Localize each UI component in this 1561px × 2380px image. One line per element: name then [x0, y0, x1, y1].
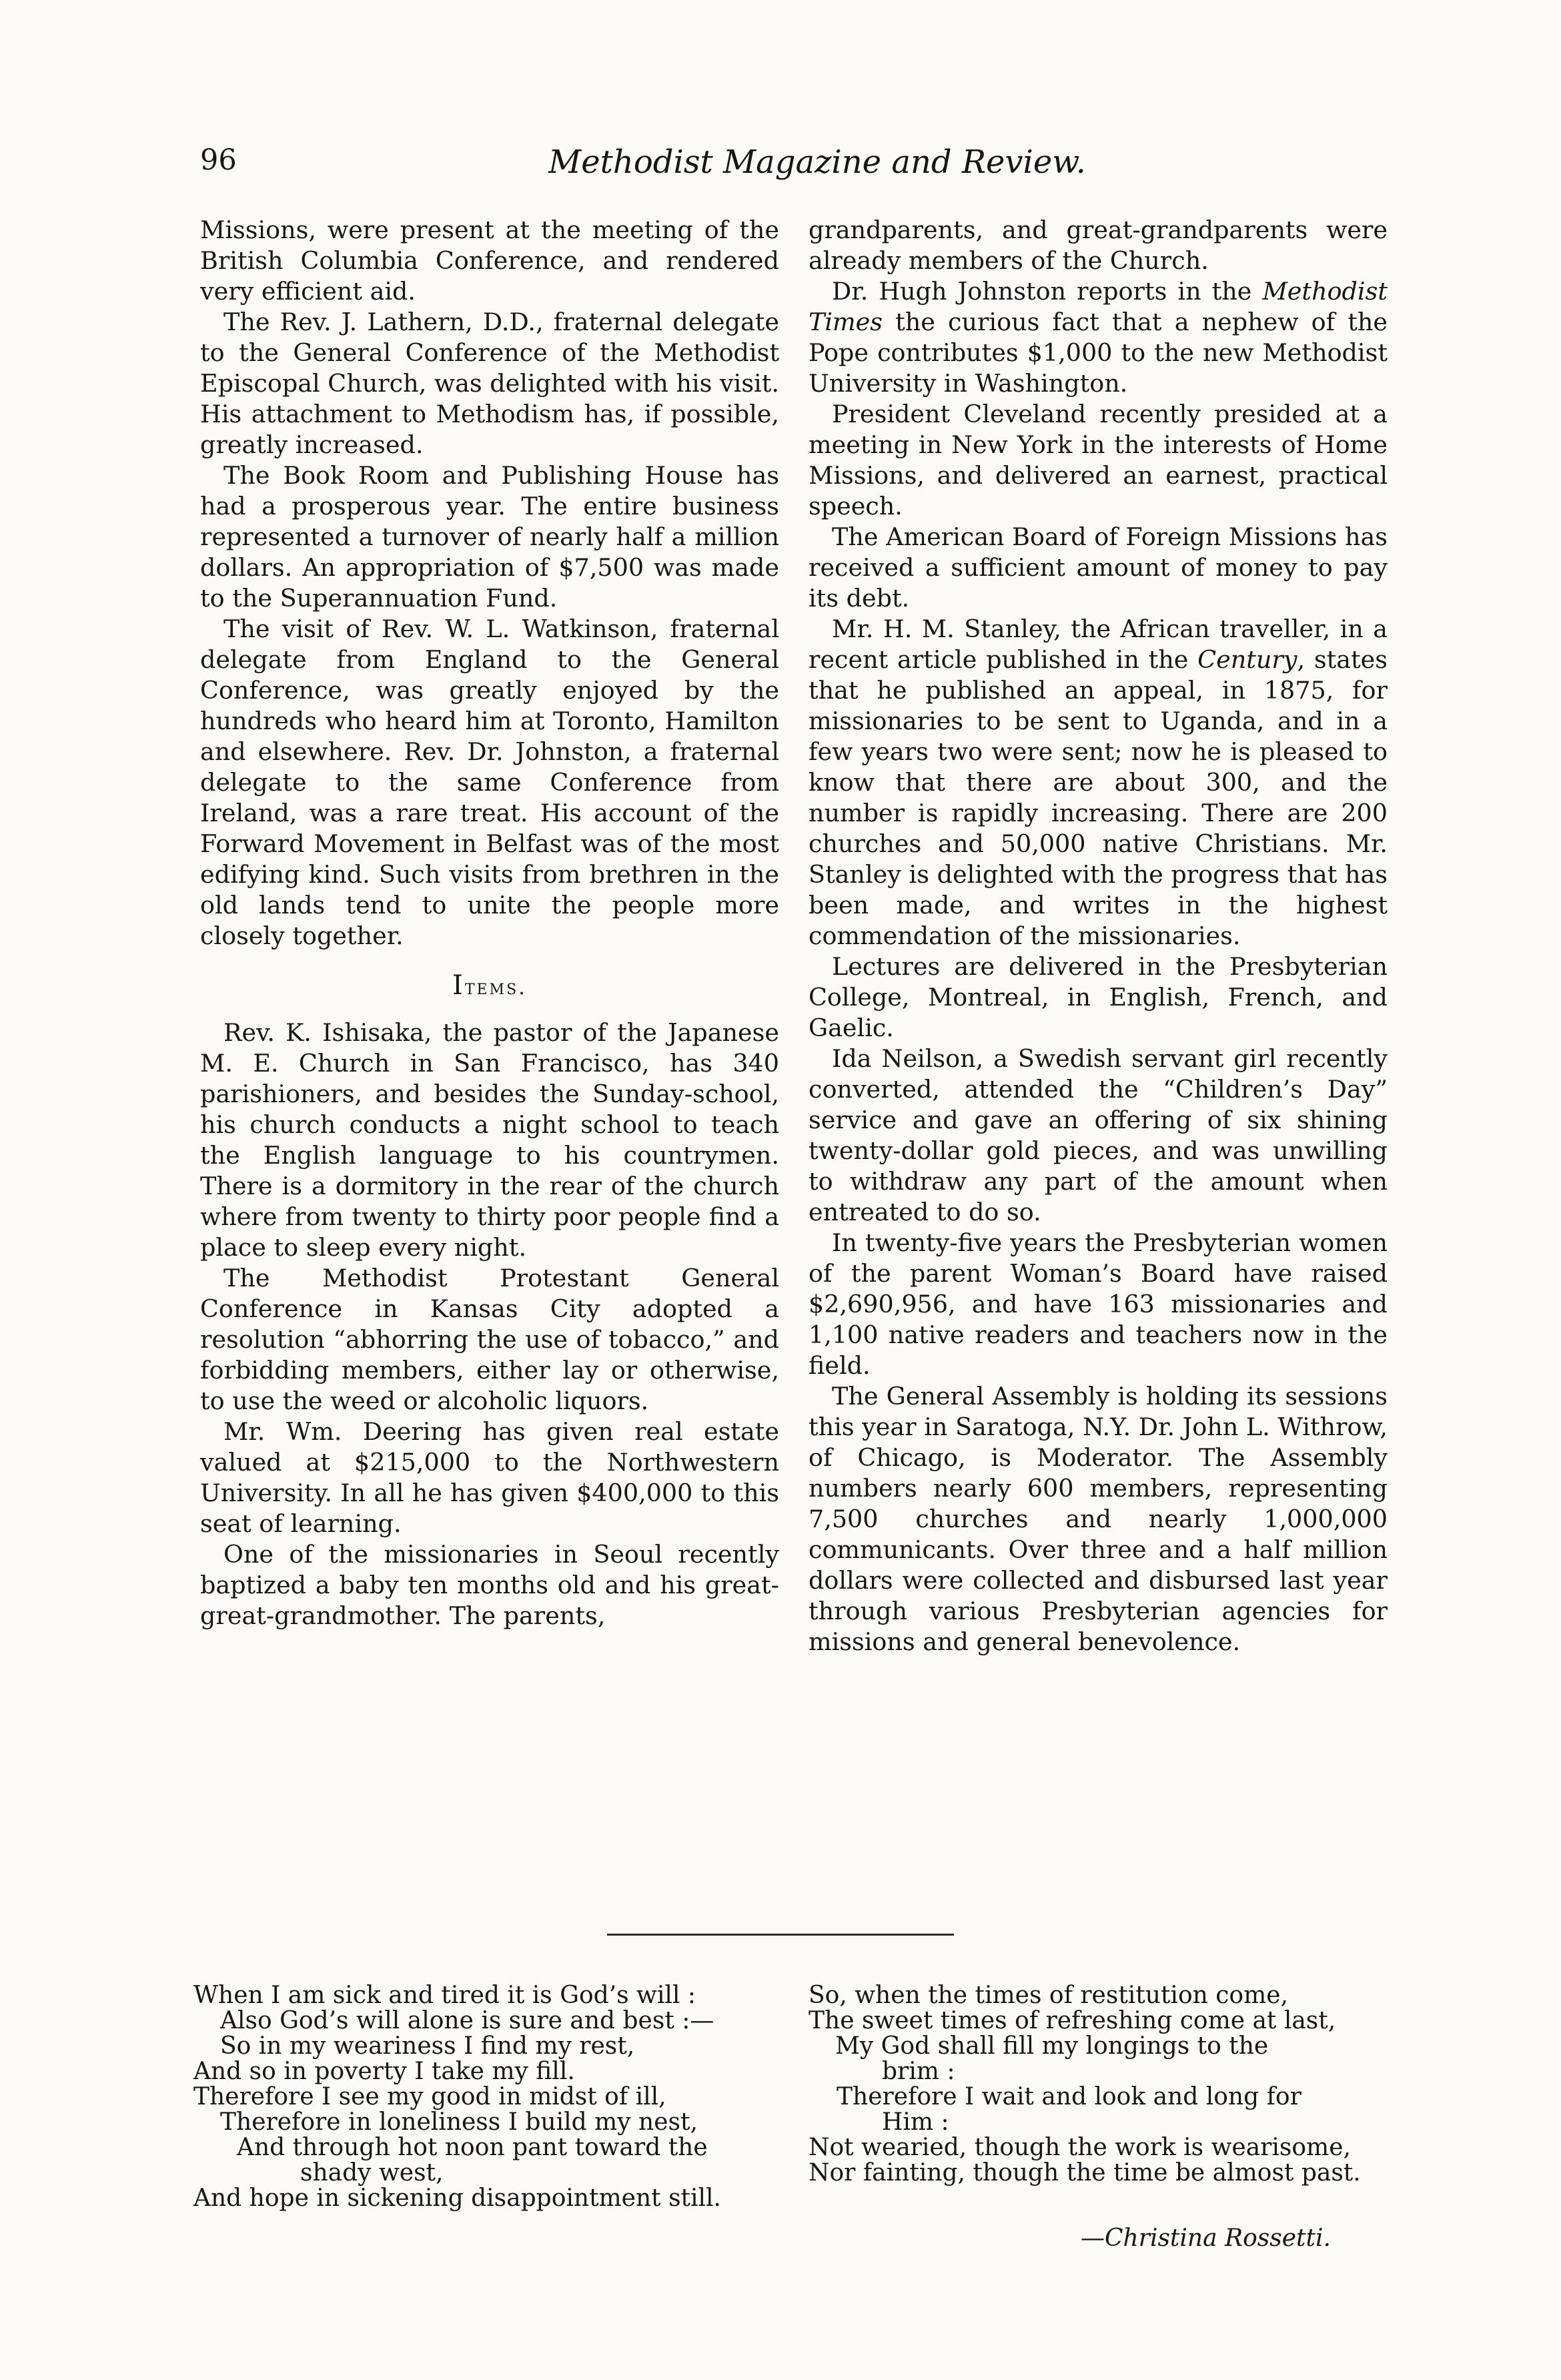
left-column	[200, 215, 779, 1631]
poem-line: My God shall fill my longings to the	[835, 2032, 1269, 2060]
poem-line: Therefore I see my good in midst of ill,	[193, 2083, 666, 2110]
items-heading: Items.	[452, 970, 527, 1001]
paragraph: President Cleveland recently presided at a meeting in New York in the interests of Home Missions, and delivered an earnest, practical speech.	[809, 400, 1388, 520]
poem-line: Therefore I wait and look and long for	[837, 2083, 1302, 2110]
poem-line: Him :	[882, 2108, 949, 2136]
paragraph	[809, 614, 1388, 951]
paragraph: The Book Room and Publishing House has had a prosperous year. The entire business represented a turnover of nearly half a million dollars. An appropriation of $7,500 was made to the Superannuation Fund.	[200, 461, 779, 613]
paragraph: Ida Neilson, a Swedish servant girl recently converted, attended the “Children’s Day” service and gave an offering of six shining twenty-dollar gold pieces, and was unwilling to withdraw any part of the amount when entreated to do so.	[809, 1044, 1388, 1226]
poem-line: Therefore in loneliness I build my nest,	[220, 2108, 698, 2136]
poem-line: So in my weariness I find my rest,	[220, 2032, 635, 2060]
paragraph	[809, 276, 1388, 399]
poem-attribution: —Christina Rossetti.	[1081, 2225, 1331, 2252]
paragraph: The General Assembly is holding its sessions this year in Saratoga, N.Y. Dr. John L. Withrow, of Chicago, is Moderator. The Assembly numbers nearly 600 members, representing 7,500 churches and nearly 1,000,000 communicants. Over three and a half million dollars were collected and disbursed last year through various Presbyterian agencies for missions and general benevolence.	[809, 1382, 1388, 1656]
poem-line: So, when the times of restitution come,	[809, 1982, 1288, 2009]
paragraph: The visit of Rev. W. L. Watkinson, fraternal delegate from England to the General Conference, was greatly enjoyed by the hundreds who heard him at Toronto, Hamilton and elsewhere. Rev. Dr. Johnston, a fraternal delegate to the same Conference from Ireland, was a rare treat. His account of the Forward Movement in Belfast was of the most edifying kind. Such visits from brethren in the old lands tend to unite the people more closely together.	[200, 615, 779, 950]
item-paragraph: Mr. Wm. Deering has given real estate valued at $215,000 to the Northwestern University. In all he has given $400,000 to this seat of learning.	[200, 1417, 779, 1538]
right-column	[809, 215, 1388, 1657]
item-paragraph: The Methodist Protestant General Conference in Kansas City adopted a resolution “abhorring the use of tobacco,” and forbidding members, either lay or otherwise, to use the weed or alcoholic liquors.	[200, 1264, 779, 1415]
poem-line: Also God’s will alone is sure and best :—	[220, 2007, 714, 2034]
item-paragraph: Rev. K. Ishisaka, the pastor of the Japanese M. E. Church in San Francisco, has 340 parishioners, and besides the Sunday-school, his church conducts a night school to teach the English language to his countrymen. There is a dormitory in the rear of the church where from twenty to thirty poor people find a place to sleep every night.	[200, 1018, 779, 1262]
paragraph: In twenty-five years the Presbyterian women of the parent Woman’s Board have raised $2,690,956, and have 163 missionaries and 1,100 native readers and teachers now in the field.	[809, 1228, 1388, 1380]
poem-stanza-left	[193, 1983, 794, 2211]
page-number: 96	[200, 143, 237, 177]
text-run: Mr. H. M. Stanley, the African traveller, in a recent article published in the	[809, 615, 1388, 674]
poem-line: brim :	[882, 2058, 955, 2085]
paragraph: grandparents, and great-grandparents were already members of the Church.	[809, 216, 1388, 275]
poem-line: Not wearied, though the work is wearisome,	[809, 2134, 1351, 2161]
poem-line: Nor fainting, though the time be almost past.	[809, 2159, 1361, 2187]
poem-line: And hope in sickening disappointment still.	[193, 2185, 721, 2212]
poem-line: shady west,	[300, 2159, 444, 2187]
section-divider	[607, 1934, 954, 1936]
italic-title: Methodist Times	[809, 277, 1388, 336]
poem-line: And through hot noon pant toward the	[237, 2134, 708, 2161]
running-title: Methodist Magazine and Review.	[548, 143, 1086, 181]
paragraph: The American Board of Foreign Missions has received a sufficient amount of money to pay its debt.	[809, 522, 1388, 613]
paragraph: Missions, were present at the meeting of the British Columbia Conference, and rendered very efficient aid.	[200, 216, 779, 306]
item-paragraph: One of the missionaries in Seoul recently baptized a baby ten months old and his great-great-grandmother. The parents,	[200, 1540, 779, 1630]
page-header	[200, 143, 1401, 193]
text-run: Dr. Hugh Johnston reports in the	[832, 277, 1263, 306]
text-run: the curious fact that a nephew of the Pope contributes $1,000 to the new Methodist University in Washington.	[809, 308, 1388, 398]
poem-stanza-right	[809, 1983, 1396, 2186]
poem-line: When I am sick and tired it is God’s will :	[193, 1982, 696, 2009]
poem-line: The sweet times of refreshing come at last,	[809, 2007, 1336, 2034]
paragraph: The Rev. J. Lathern, D.D., fraternal delegate to the General Conference of the Methodist Episcopal Church, was delighted with his visit. His attachment to Methodism has, if possible, greatly increased.	[200, 308, 779, 459]
text-run: , states that he published an appeal, in 1875, for missionaries to be sent to Uganda, and in a few years two were sent; now he is pleased to know that there are about 300, and the number is rapidly increasing. There are 200 churches and 50,000 native Christians. Mr. Stanley is delighted with the progress that has been made, and writes in the highest commendation of the missionaries.	[809, 645, 1388, 950]
paragraph: Lectures are delivered in the Presbyterian College, Montreal, in English, French, and Gaelic.	[809, 952, 1388, 1042]
poem-line: And so in poverty I take my fill.	[193, 2058, 575, 2085]
italic-title: Century	[1197, 645, 1297, 674]
